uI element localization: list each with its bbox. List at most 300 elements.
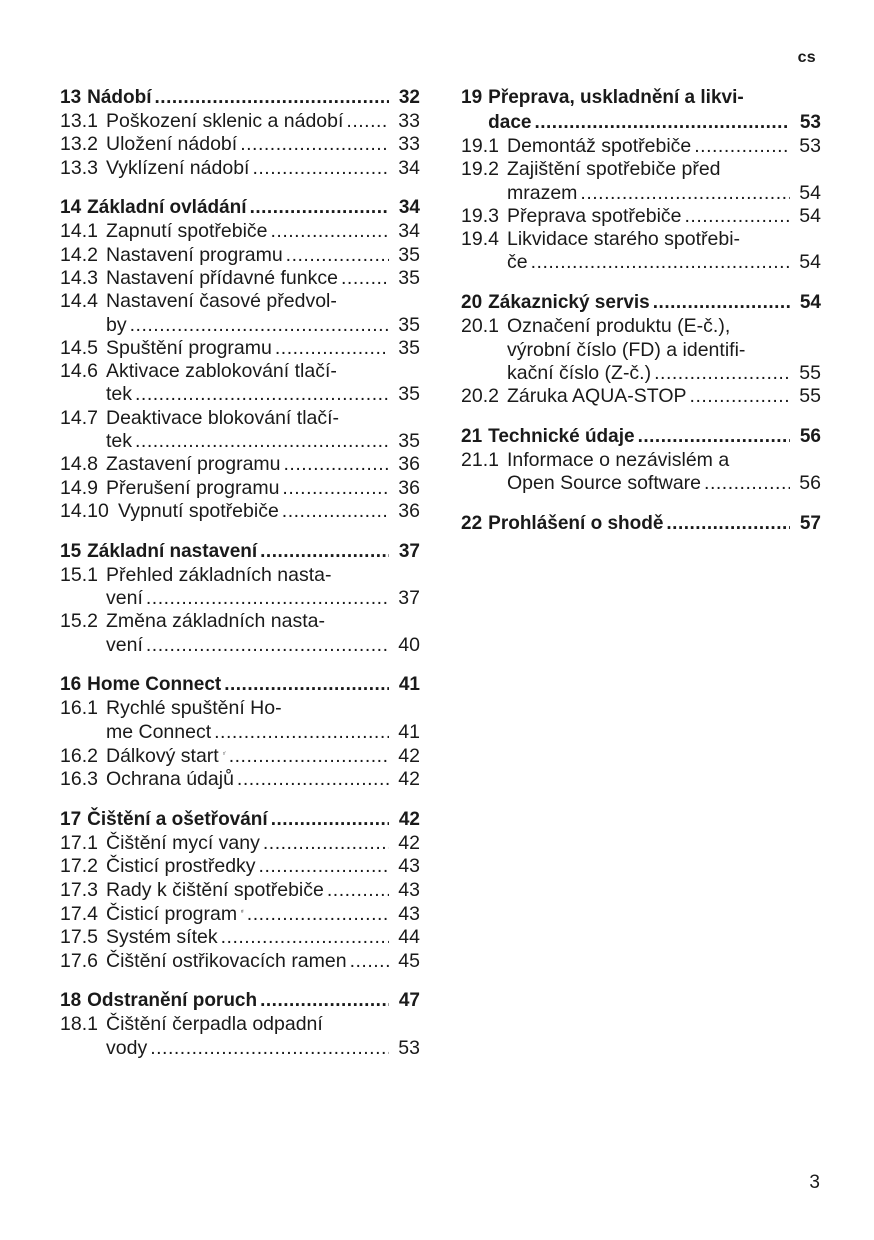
entry-text: Čištění ostřikovacích ramen [106, 949, 347, 972]
dot-leader [666, 511, 790, 536]
page-ref: 42 [398, 832, 420, 855]
entry-line [106, 314, 420, 337]
entry-line [507, 182, 821, 205]
entry-text: mrazem [507, 181, 578, 204]
entry-body [106, 902, 420, 926]
chapter-number: 13 [60, 87, 82, 108]
entry-line [106, 950, 420, 973]
entry-number: 13.2 [60, 133, 98, 156]
entry-number: 14.3 [60, 266, 98, 289]
toc-chapter-heading [60, 539, 420, 564]
toc-entry [461, 205, 821, 228]
remote-start-icon [223, 744, 226, 762]
chapter-number: 15 [60, 540, 82, 562]
entry-number: 18.1 [60, 1013, 98, 1036]
entry-line [488, 424, 821, 449]
toc-entry [60, 157, 420, 180]
dot-leader [286, 244, 389, 267]
entry-number: 14.10 [60, 499, 109, 522]
entry-number: 14.9 [60, 476, 98, 499]
dot-leader [260, 539, 389, 564]
toc-entry [461, 449, 821, 496]
entry-body [507, 385, 821, 408]
dot-leader [237, 768, 389, 791]
entry-body [106, 407, 420, 454]
entry-line [106, 926, 420, 949]
entry-line [106, 267, 420, 290]
toc-entry [461, 158, 821, 205]
dot-leader [694, 135, 790, 158]
dot-leader [263, 832, 389, 855]
entry-line [507, 205, 821, 228]
entry-text: dace [488, 112, 532, 133]
entry-text: Základní ovládání [87, 197, 247, 219]
entry-text: Demontáž spotřebiče [507, 135, 692, 157]
toc-column-left [60, 85, 420, 1076]
toc-entry [60, 453, 420, 476]
entry-text: Dálkový start [106, 745, 219, 768]
entry-text: Přeprava spotřebiče [507, 204, 682, 227]
entry-number: 15.2 [60, 610, 98, 633]
toc-entry [60, 337, 420, 360]
dot-leader [534, 110, 790, 135]
dot-leader [275, 337, 389, 360]
entry-text: Likvidace starého spotřebi- [507, 228, 741, 251]
entry-line [106, 1013, 420, 1036]
page-ref: 35 [398, 336, 420, 359]
chapter-number: 16 [60, 674, 82, 696]
entry-body [87, 672, 420, 697]
dot-leader [229, 745, 389, 768]
toc-entry [60, 290, 420, 337]
page-ref: 44 [398, 926, 420, 949]
entry-line [488, 511, 821, 536]
page-ref: 43 [398, 855, 420, 878]
entry-body [106, 855, 420, 878]
entry-line [106, 1037, 420, 1060]
page-ref: 36 [398, 499, 420, 522]
page-ref: 37 [398, 587, 420, 610]
entry-body [488, 424, 821, 449]
page-ref: 42 [398, 745, 420, 768]
entry-text: me Connect [106, 720, 212, 743]
entry-text: Open Source software [507, 472, 702, 495]
dot-leader [531, 251, 790, 274]
entry-body [106, 110, 420, 133]
entry-number: 17.4 [60, 903, 98, 926]
chapter-number: 14 [60, 197, 82, 219]
toc-column-right [461, 85, 821, 552]
chapter-number: 20 [461, 292, 483, 314]
entry-text: Zapnutí spotřebiče [106, 220, 268, 243]
page-ref: 53 [398, 1036, 420, 1059]
entry-text: Prohlášení o shodě [488, 513, 664, 535]
page-ref: 41 [398, 720, 420, 743]
entry-number: 17.3 [60, 878, 98, 901]
entry-text: Vyklízení nádobí [106, 156, 250, 179]
entry-line [106, 477, 420, 500]
entry-number: 20.2 [461, 385, 499, 408]
entry-line [87, 672, 420, 697]
entry-text: Technické údaje [488, 425, 635, 447]
entry-text: Čištění a ošetřování [87, 809, 268, 831]
page-ref: 47 [398, 990, 420, 1012]
dot-leader [282, 500, 389, 523]
entry-line [507, 362, 821, 385]
entry-body [106, 220, 420, 243]
toc-entry [60, 902, 420, 926]
dot-leader [350, 950, 389, 973]
dot-leader [327, 879, 389, 902]
toc-entry [60, 564, 420, 611]
page-ref: 45 [398, 949, 420, 972]
toc-entry [60, 926, 420, 949]
entry-line [488, 290, 821, 315]
page-ref: 54 [799, 204, 821, 227]
entry-line [106, 634, 420, 657]
toc-entry [461, 315, 821, 385]
entry-text: Přerušení programu [106, 476, 280, 499]
entry-number: 21.1 [461, 448, 499, 471]
page-ref: 33 [398, 133, 420, 156]
page-number: 3 [809, 1172, 820, 1193]
page-ref: 55 [799, 361, 821, 384]
entry-line [106, 337, 420, 360]
toc-chapter-heading [461, 290, 821, 315]
entry-text: Aktivace zablokování tlačí- [106, 360, 337, 383]
entry-number: 14.1 [60, 220, 98, 243]
entry-line [106, 453, 420, 476]
entry-text: Deaktivace blokování tlačí- [106, 406, 340, 429]
entry-body [87, 539, 420, 564]
entry-body [507, 449, 821, 496]
page-ref: 32 [398, 87, 420, 108]
dot-leader [282, 477, 389, 500]
entry-body [106, 360, 420, 407]
toc-section [60, 195, 420, 523]
entry-text: tek [106, 383, 133, 406]
entry-number: 14.8 [60, 453, 98, 476]
dot-leader [690, 385, 790, 408]
dot-leader [654, 362, 790, 385]
entry-number: 20.1 [461, 315, 499, 338]
entry-number: 14.6 [60, 360, 98, 383]
page-ref: 37 [398, 540, 420, 562]
toc-section [461, 85, 821, 275]
entry-line [106, 744, 420, 768]
entry-text: výrobní číslo (FD) a identifi- [507, 338, 746, 361]
entry-text: Rychlé spuštění Ho- [106, 697, 282, 720]
entry-body [106, 950, 420, 973]
dot-leader [341, 267, 389, 290]
entry-number: 19.4 [461, 228, 499, 251]
entry-body [106, 337, 420, 360]
toc-chapter-heading [461, 424, 821, 449]
chapter-number: 17 [60, 809, 82, 831]
page-ref: 34 [398, 197, 420, 219]
entry-line [106, 855, 420, 878]
chapter-number: 22 [461, 513, 483, 535]
entry-number: 14.7 [60, 406, 98, 429]
dot-leader [146, 634, 389, 657]
page-ref: 35 [398, 430, 420, 453]
entry-text: Záruka AQUA-STOP [507, 385, 687, 408]
entry-body [106, 832, 420, 855]
entry-line [87, 988, 420, 1013]
entry-line [507, 339, 821, 362]
page-ref: 42 [398, 809, 420, 831]
page-ref: 34 [398, 220, 420, 243]
entry-line [106, 407, 420, 430]
entry-line [106, 133, 420, 156]
toc-entry [60, 244, 420, 267]
dot-leader [260, 988, 389, 1013]
entry-number: 16.1 [60, 697, 98, 720]
entry-text: Odstranění poruch [87, 990, 258, 1012]
entry-line [507, 158, 821, 181]
entry-body [488, 290, 821, 315]
toc-section [60, 988, 420, 1060]
dot-leader [130, 314, 389, 337]
entry-text: Uložení nádobí [106, 133, 238, 156]
entry-body [106, 290, 420, 337]
dot-leader [250, 195, 389, 220]
page-ref: 54 [799, 251, 821, 274]
toc-chapter-heading [60, 672, 420, 697]
toc-section [461, 424, 821, 496]
page-ref: 36 [398, 453, 420, 476]
entry-text: Systém sítek [106, 926, 218, 949]
entry-text: Nádobí [87, 87, 152, 108]
entry-text: Čištění mycí vany [106, 832, 260, 855]
entry-text: Vypnutí spotřebiče [118, 499, 279, 522]
entry-text: Rady k čištění spotřebiče [106, 878, 324, 901]
dot-leader [135, 383, 389, 406]
dot-leader [271, 220, 389, 243]
entry-text: Zajištění spotřebiče před [507, 158, 721, 181]
dot-leader [150, 1037, 389, 1060]
dot-leader [240, 133, 389, 156]
dot-leader [259, 855, 389, 878]
entry-text: vody [106, 1036, 148, 1059]
page-ref: 36 [398, 476, 420, 499]
entry-body [106, 244, 420, 267]
page-ref: 43 [398, 903, 420, 926]
toc-chapter-heading [60, 85, 420, 110]
machine-care-icon [241, 902, 244, 920]
page-ref: 57 [799, 513, 821, 535]
entry-line [106, 768, 420, 791]
entry-line [106, 902, 420, 926]
entry-line [106, 430, 420, 453]
entry-number: 19.3 [461, 204, 499, 227]
toc-entry [60, 500, 420, 523]
entry-line [507, 472, 821, 495]
entry-text: Informace o nezávislém a [507, 448, 730, 471]
toc-entry [60, 407, 420, 454]
page-ref: 55 [799, 385, 821, 408]
chapter-number: 19 [461, 87, 483, 108]
toc-entry [60, 879, 420, 902]
entry-line [488, 85, 821, 110]
page-ref: 56 [799, 472, 821, 495]
entry-line [106, 610, 420, 633]
toc-section [461, 290, 821, 408]
entry-number: 17.5 [60, 926, 98, 949]
entry-number: 19.1 [461, 135, 499, 157]
toc-entry [60, 855, 420, 878]
entry-body [87, 195, 420, 220]
page-ref: 40 [398, 633, 420, 656]
dot-leader [247, 903, 389, 926]
page-ref: 41 [398, 674, 420, 696]
dot-leader [146, 587, 389, 610]
dot-leader [214, 721, 389, 744]
toc-entry [60, 477, 420, 500]
entry-body [488, 511, 821, 536]
entry-line [87, 195, 420, 220]
toc-entry [60, 744, 420, 768]
entry-text: Nastavení přídavné funkce [106, 266, 338, 289]
entry-line [106, 290, 420, 313]
page-ref: 34 [398, 156, 420, 179]
entry-text: kační číslo (Z-č.) [507, 361, 652, 384]
entry-body [106, 157, 420, 180]
dot-leader [155, 85, 389, 110]
page-ref: 35 [398, 383, 420, 406]
entry-line [106, 721, 420, 744]
entry-body [87, 85, 420, 110]
entry-number: 13.3 [60, 156, 98, 179]
entry-text: Přehled základních nasta- [106, 563, 332, 586]
toc-chapter-heading [60, 807, 420, 832]
entry-line [87, 85, 420, 110]
toc-entry [60, 133, 420, 156]
toc-entry [461, 228, 821, 275]
dot-leader [685, 205, 790, 228]
page-ref: 35 [398, 313, 420, 336]
entry-text: Označení produktu (E-č.), [507, 315, 731, 338]
entry-text: Zákaznický servis [488, 292, 650, 314]
entry-text: Nastavení časové předvol- [106, 290, 337, 313]
dot-leader [221, 926, 389, 949]
entry-body [507, 135, 821, 158]
entry-line [118, 500, 420, 523]
entry-body [106, 697, 420, 744]
entry-line [106, 832, 420, 855]
entry-number: 19.2 [461, 158, 499, 181]
toc-chapter-heading [60, 195, 420, 220]
entry-body [106, 1013, 420, 1060]
entry-number: 16.3 [60, 768, 98, 791]
entry-line [106, 244, 420, 267]
entry-line [507, 135, 821, 158]
toc-entry [60, 1013, 420, 1060]
entry-text: Čisticí prostředky [106, 855, 256, 878]
toc-entry [60, 267, 420, 290]
entry-text: Čisticí program [106, 903, 238, 926]
language-code: cs [797, 49, 816, 66]
toc-entry [60, 950, 420, 973]
toc-section [60, 85, 420, 180]
page-ref: 56 [799, 425, 821, 447]
entry-number: 14.4 [60, 290, 98, 313]
dot-leader [284, 453, 389, 476]
page-ref: 42 [398, 768, 420, 791]
dot-leader [704, 472, 790, 495]
entry-body [507, 158, 821, 205]
entry-body [106, 926, 420, 949]
entry-body [488, 85, 821, 135]
entry-text: Nastavení programu [106, 243, 283, 266]
entry-body [106, 879, 420, 902]
entry-line [106, 587, 420, 610]
entry-text: Home Connect [87, 674, 222, 696]
toc-section [60, 672, 420, 791]
chapter-number: 21 [461, 425, 483, 447]
entry-number: 17.6 [60, 949, 98, 972]
entry-line [106, 564, 420, 587]
toc-section [60, 539, 420, 657]
entry-line [106, 110, 420, 133]
page-ref: 54 [799, 181, 821, 204]
entry-text: Zastavení programu [106, 453, 281, 476]
page-ref: 33 [398, 110, 420, 132]
entry-body [106, 564, 420, 611]
dot-leader [135, 430, 389, 453]
entry-body [118, 500, 420, 523]
entry-text: tek [106, 430, 133, 453]
dot-leader [224, 672, 389, 697]
dot-leader [271, 807, 389, 832]
entry-body [507, 205, 821, 228]
toc-section [461, 511, 821, 536]
entry-text: Spuštění programu [106, 336, 272, 359]
chapter-number: 18 [60, 990, 82, 1012]
entry-line [106, 360, 420, 383]
entry-body [87, 807, 420, 832]
toc-entry [60, 832, 420, 855]
entry-line [87, 539, 420, 564]
entry-number: 14.2 [60, 243, 98, 266]
page-ref: 35 [398, 266, 420, 289]
toc-entry [60, 768, 420, 791]
entry-number: 17.1 [60, 832, 98, 855]
entry-number: 16.2 [60, 745, 98, 768]
entry-number: 17.2 [60, 855, 98, 878]
dot-leader [580, 182, 790, 205]
entry-text: če [507, 251, 528, 274]
entry-line [106, 879, 420, 902]
entry-number: 14.5 [60, 336, 98, 359]
entry-text: by [106, 313, 127, 336]
toc-chapter-heading [60, 988, 420, 1013]
entry-line [507, 228, 821, 251]
toc-entry [60, 110, 420, 133]
entry-text: Přeprava, uskladnění a likvi- [488, 87, 744, 108]
toc-entry [60, 220, 420, 243]
page-ref: 53 [799, 135, 821, 157]
page-ref: 43 [398, 878, 420, 901]
entry-body [106, 453, 420, 476]
entry-text: Ochrana údajů [106, 768, 234, 791]
toc-chapter-heading [461, 85, 821, 135]
entry-body [106, 768, 420, 791]
entry-text: vení [106, 587, 143, 610]
toc-entry [461, 385, 821, 408]
entry-line [488, 110, 821, 135]
toc-chapter-heading [461, 511, 821, 536]
